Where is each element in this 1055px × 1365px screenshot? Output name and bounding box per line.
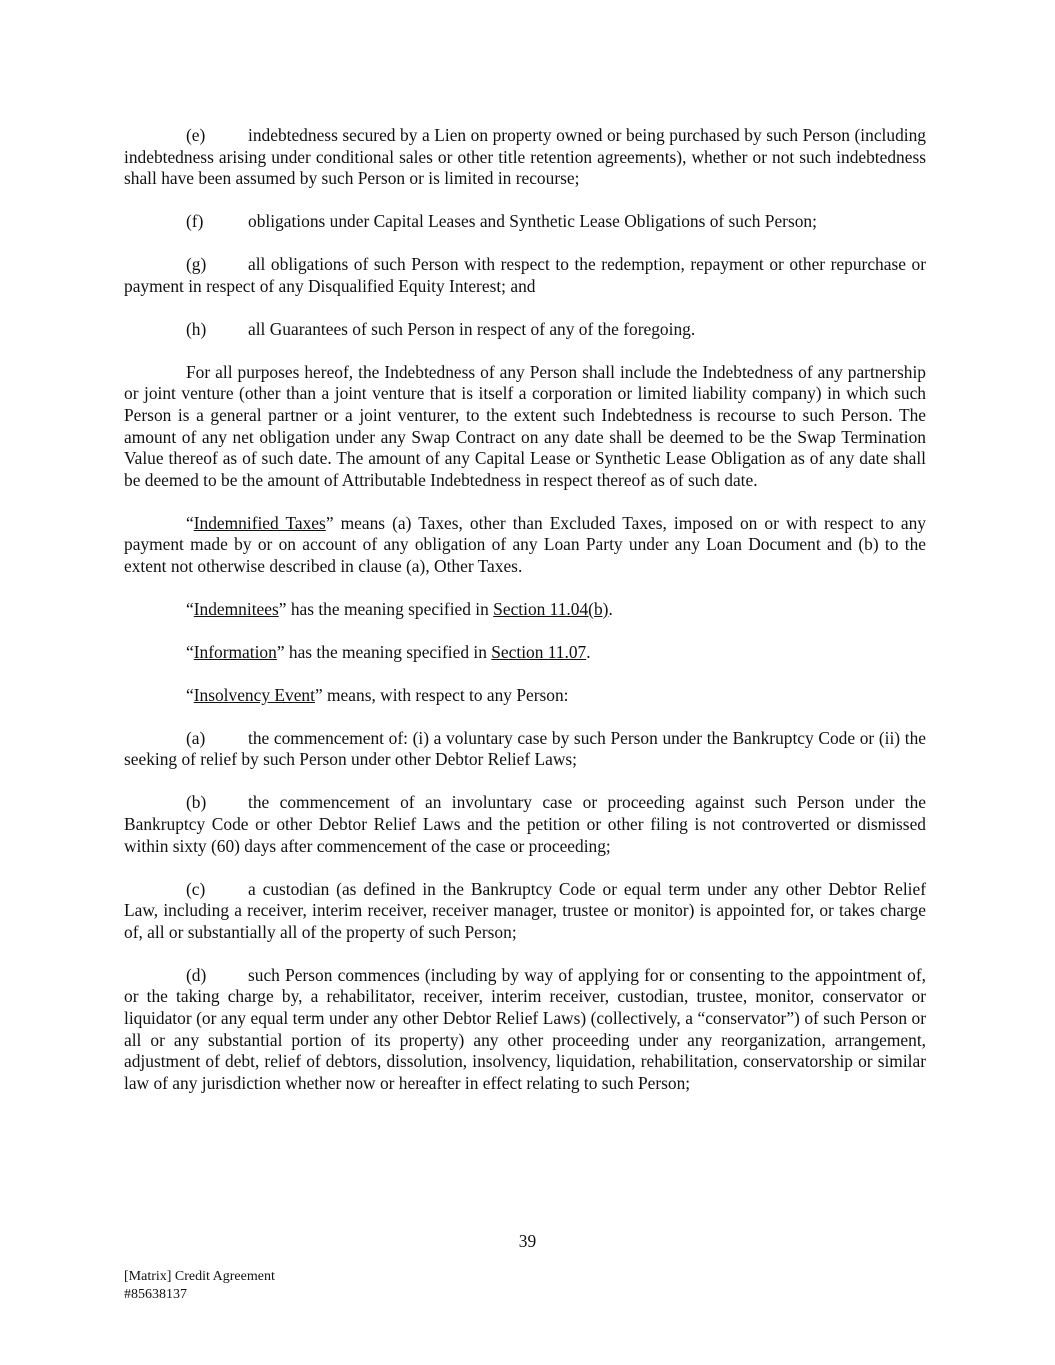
- clause-label: (f): [186, 211, 204, 232]
- clause-h: [124, 319, 926, 341]
- clause-label: (g): [186, 254, 207, 275]
- clause-text: a custodian (as defined in the Bankruptcy Code or equal term under any other Debtor Relief Law, including a receiver, interim receiver, receiver manager, trustee or monitor) is appointed for, or takes charge of, all or substantially all of the property of such Person;: [124, 878, 926, 942]
- clause-label: (c): [186, 878, 206, 899]
- clause-text: indebtedness secured by a Lien on property owned or being purchased by such Person (including indebtedness arising under conditional sales or other title retention agreements), whether or not such indebtedness shall have been assumed by such Person or is limited in recourse;: [124, 125, 926, 189]
- section-reference: Section 11.04(b): [493, 598, 609, 619]
- footer-doc-id: #85638137: [124, 1286, 187, 1302]
- document-body: [124, 125, 926, 1116]
- open-quote: “: [186, 641, 194, 662]
- definition-end: .: [608, 598, 613, 619]
- definition-text: has the meaning specified in: [286, 598, 494, 619]
- clause-label: (b): [186, 792, 207, 813]
- section-reference: Section 11.07: [491, 641, 587, 662]
- clause-text: all obligations of such Person with respect to the redemption, repayment or other repurchase or payment in respect of any Disqualified Equity Interest; and: [124, 254, 926, 296]
- open-quote: “: [186, 598, 194, 619]
- clause-g: [124, 254, 926, 297]
- definition-insolvency-event: [124, 685, 926, 707]
- definition-text: means, with respect to any Person:: [322, 684, 569, 705]
- open-quote: “: [186, 512, 194, 533]
- open-quote: “: [186, 684, 194, 705]
- clause-label: (e): [186, 125, 206, 145]
- clause-label: (d): [186, 964, 207, 985]
- defined-term: Indemnitees: [193, 598, 279, 619]
- indebtedness-paragraph: For all purposes hereof, the Indebtedness of any Person shall include the Indebtedness of any partnership or joint venture (other than a joint venture that is itself a corporation or limited liability company) in which such Person is a general partner or a joint venturer, to the extent such Indebtedness is recourse to such Person. The amount of any net obligation under any Swap Contract on any date shall be deemed to be the Swap Termination Value thereof as of such date. The amount of any Capital Lease or Synthetic Lease Obligation as of any date shall be deemed to be the amount of Attributable Indebtedness in respect thereof as of such date.: [124, 361, 926, 490]
- clause-e: [124, 125, 926, 190]
- definition-indemnitees: [124, 599, 926, 621]
- defined-term: Insolvency Event: [193, 684, 315, 705]
- close-quote: ”: [276, 641, 285, 662]
- clause-text: the commencement of an involuntary case or proceeding against such Person under the Bankruptcy Code or other Debtor Relief Laws and the petition or other filing is not controverted or dismissed within sixty (60) days after commencement of the case or proceeding;: [124, 792, 926, 856]
- definition-text: has the meaning specified in: [284, 641, 492, 662]
- insolvency-clause-d: [124, 965, 926, 1095]
- close-quote: ”: [325, 512, 334, 533]
- clause-text: obligations under Capital Leases and Synthetic Lease Obligations of such Person;: [248, 211, 817, 232]
- definition-end: .: [586, 641, 591, 662]
- close-quote: ”: [314, 684, 323, 705]
- clause-f: [124, 211, 926, 233]
- document-footer: [124, 1268, 275, 1303]
- clause-text: the commencement of: (i) a voluntary case by such Person under the Bankruptcy Code or (ii) the seeking of relief by such Person under other Debtor Relief Laws;: [124, 727, 926, 770]
- clause-label: (a): [186, 727, 206, 748]
- clause-text: such Person commences (including by way of applying for or consenting to the appointment of, or the taking charge by, a rehabilitator, receiver, interim receiver, custodian, trustee, monitor, conservator or liquidator (or any equal term under any other Debtor Relief Laws) (collectively, a “conservator”) of such Person or all or any substantial portion of its property) any other proceeding under any reorganization, arrangement, adjustment of debt, relief of debtors, dissolution, insolvency, liquidation, rehabilitation, conservatorship or similar law of any jurisdiction whether now or hereafter in effect relating to such Person;: [124, 964, 926, 1093]
- definition-text: means (a) Taxes, other than Excluded Taxes, imposed on or with respect to any payment made by or on account of any obligation of any Loan Party under any Loan Document and (b) to the extent not otherwise described in clause (a), Other Taxes.: [124, 512, 927, 576]
- insolvency-clause-b: [124, 792, 926, 857]
- clause-text: all Guarantees of such Person in respect of any of the foregoing.: [248, 318, 696, 339]
- definition-indemnified-taxes: [124, 513, 926, 578]
- close-quote: ”: [278, 598, 287, 619]
- defined-term: Information: [193, 641, 277, 662]
- clause-label: (h): [186, 318, 207, 339]
- page-number: 39: [518, 1231, 537, 1251]
- footer-title: [Matrix] Credit Agreement: [124, 1269, 275, 1284]
- insolvency-clause-a: [124, 728, 926, 771]
- insolvency-clause-c: [124, 879, 926, 944]
- defined-term: Indemnified Taxes: [193, 512, 326, 533]
- definition-information: [124, 642, 926, 664]
